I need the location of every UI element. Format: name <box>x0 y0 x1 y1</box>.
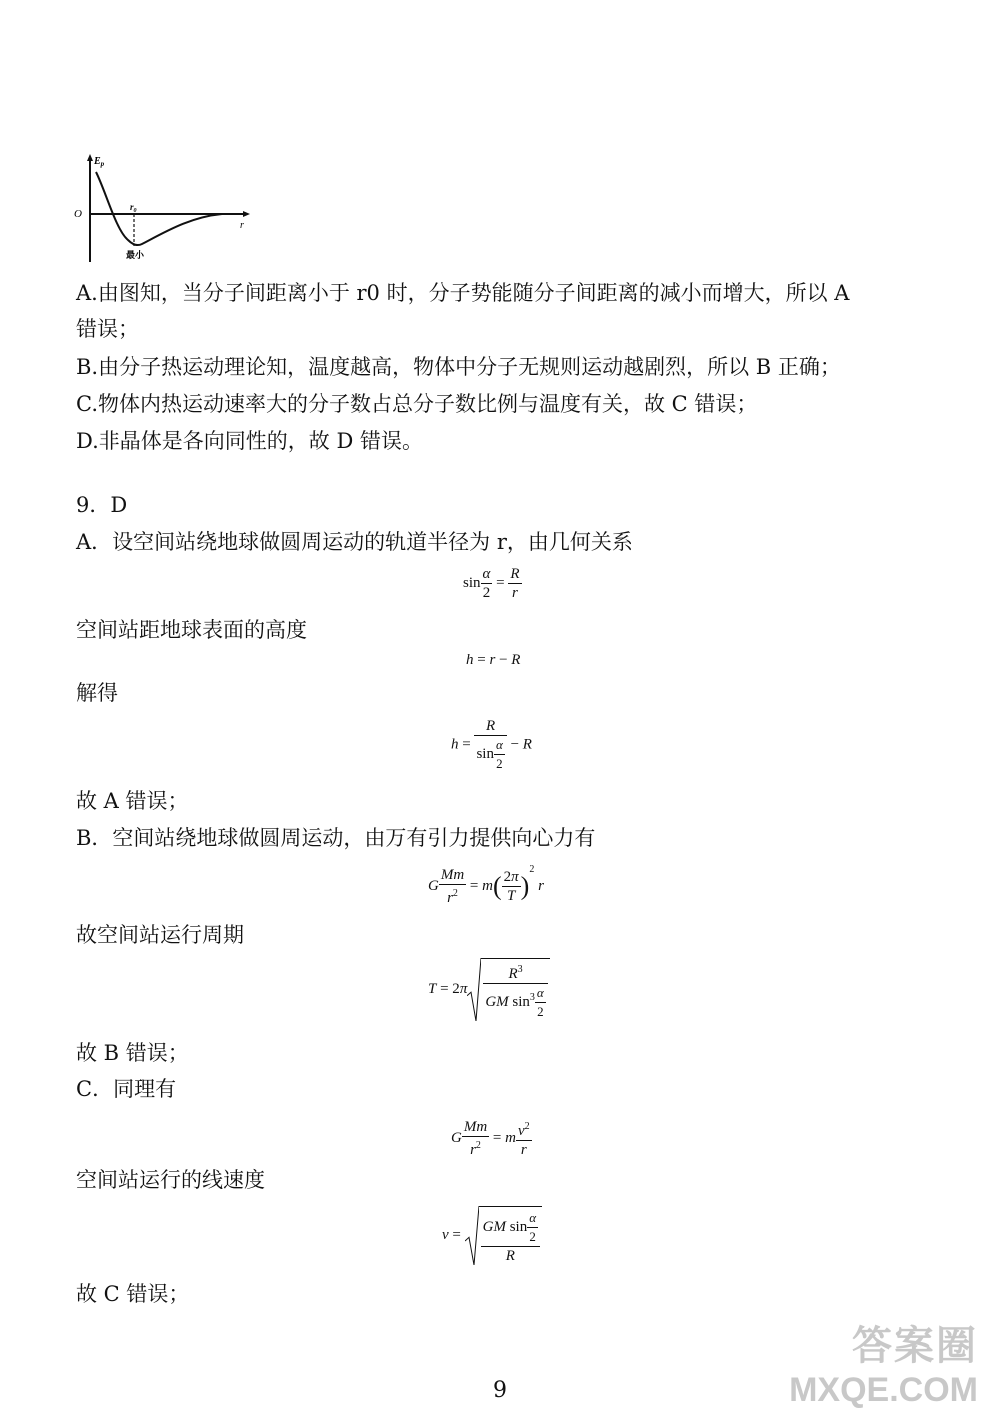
q9-a-intro: A．设空间站绕地球做圆周运动的轨道半径为 r，由几何关系 <box>76 530 633 554</box>
x-axis-arrow <box>243 211 250 217</box>
q9-height-text: 空间站距地球表面的高度 <box>76 618 307 642</box>
y-axis-arrow <box>87 154 93 161</box>
minimum-label: 最小 <box>126 251 145 261</box>
watermark-line2: MXQE.COM <box>789 1371 978 1409</box>
q9-solve-text: 解得 <box>76 681 118 705</box>
page-number: 9 <box>493 1378 507 1403</box>
q9-period-text: 故空间站运行周期 <box>76 923 244 947</box>
q9-c-intro: C．同理有 <box>76 1077 177 1101</box>
potential-energy-graph <box>70 150 255 265</box>
origin-label: O <box>74 208 82 220</box>
equation-period: T = 2π $R^3$ GM $\sin^3$ $\frac{\alpha}{2}$ <box>428 958 550 1021</box>
q8-option-d: D.非晶体是各向同性的，故 D 错误。 <box>76 429 423 453</box>
q9-c-conclusion: 故 C 错误； <box>76 1282 190 1306</box>
q9-b-conclusion: 故 B 错误； <box>76 1041 189 1065</box>
equation-gravity-centripetal: G $\frac{Mm}{r^2}$ = m( $\frac{2\pi}{T}$ )$^2$ r <box>428 864 544 907</box>
q8-option-a-line2: 错误； <box>76 317 139 341</box>
x-axis-label: r <box>240 220 244 231</box>
q8-option-b: B.由分子热运动理论知，温度越高，物体中分子无规则运动越剧烈，所以 B 正确； <box>76 355 841 379</box>
q8-option-a-line1: A.由图知，当分子间距离小于 r0 时，分子势能随分子间距离的减小而增大，所以 A <box>76 281 850 305</box>
r0-label: $r_0$ <box>130 202 137 214</box>
q9-speed-text: 空间站运行的线速度 <box>76 1168 265 1192</box>
q9-a-conclusion: 故 A 错误； <box>76 789 189 813</box>
equation-sin-half-alpha: sin $\frac{\alpha}{2}$ = $\frac{R}{r}$ <box>463 566 520 601</box>
watermark-line1: 答案圈 <box>852 1322 978 1369</box>
potential-curve <box>96 172 222 245</box>
equation-height-result: h = R sin $\frac{\alpha}{2}$ − R <box>451 718 532 771</box>
watermark-logo <box>789 1314 978 1410</box>
equation-gravity-velocity: G $\frac{Mm}{r^2}$ = m $\frac{v^2}{r}$ <box>451 1119 530 1158</box>
equation-height-def: h = r − R <box>466 652 521 668</box>
q8-option-c: C.物体内热运动速率大的分子数占总分子数比例与温度有关，故 C 错误； <box>76 392 758 416</box>
q9-b-intro: B．空间站绕地球做圆周运动，由万有引力提供向心力有 <box>76 826 596 850</box>
q9-answer: 9．D <box>76 493 128 517</box>
y-axis-label: $E_p$ <box>94 156 105 168</box>
equation-velocity: v = GM sin $\frac{\alpha}{2}$ R <box>442 1206 542 1265</box>
